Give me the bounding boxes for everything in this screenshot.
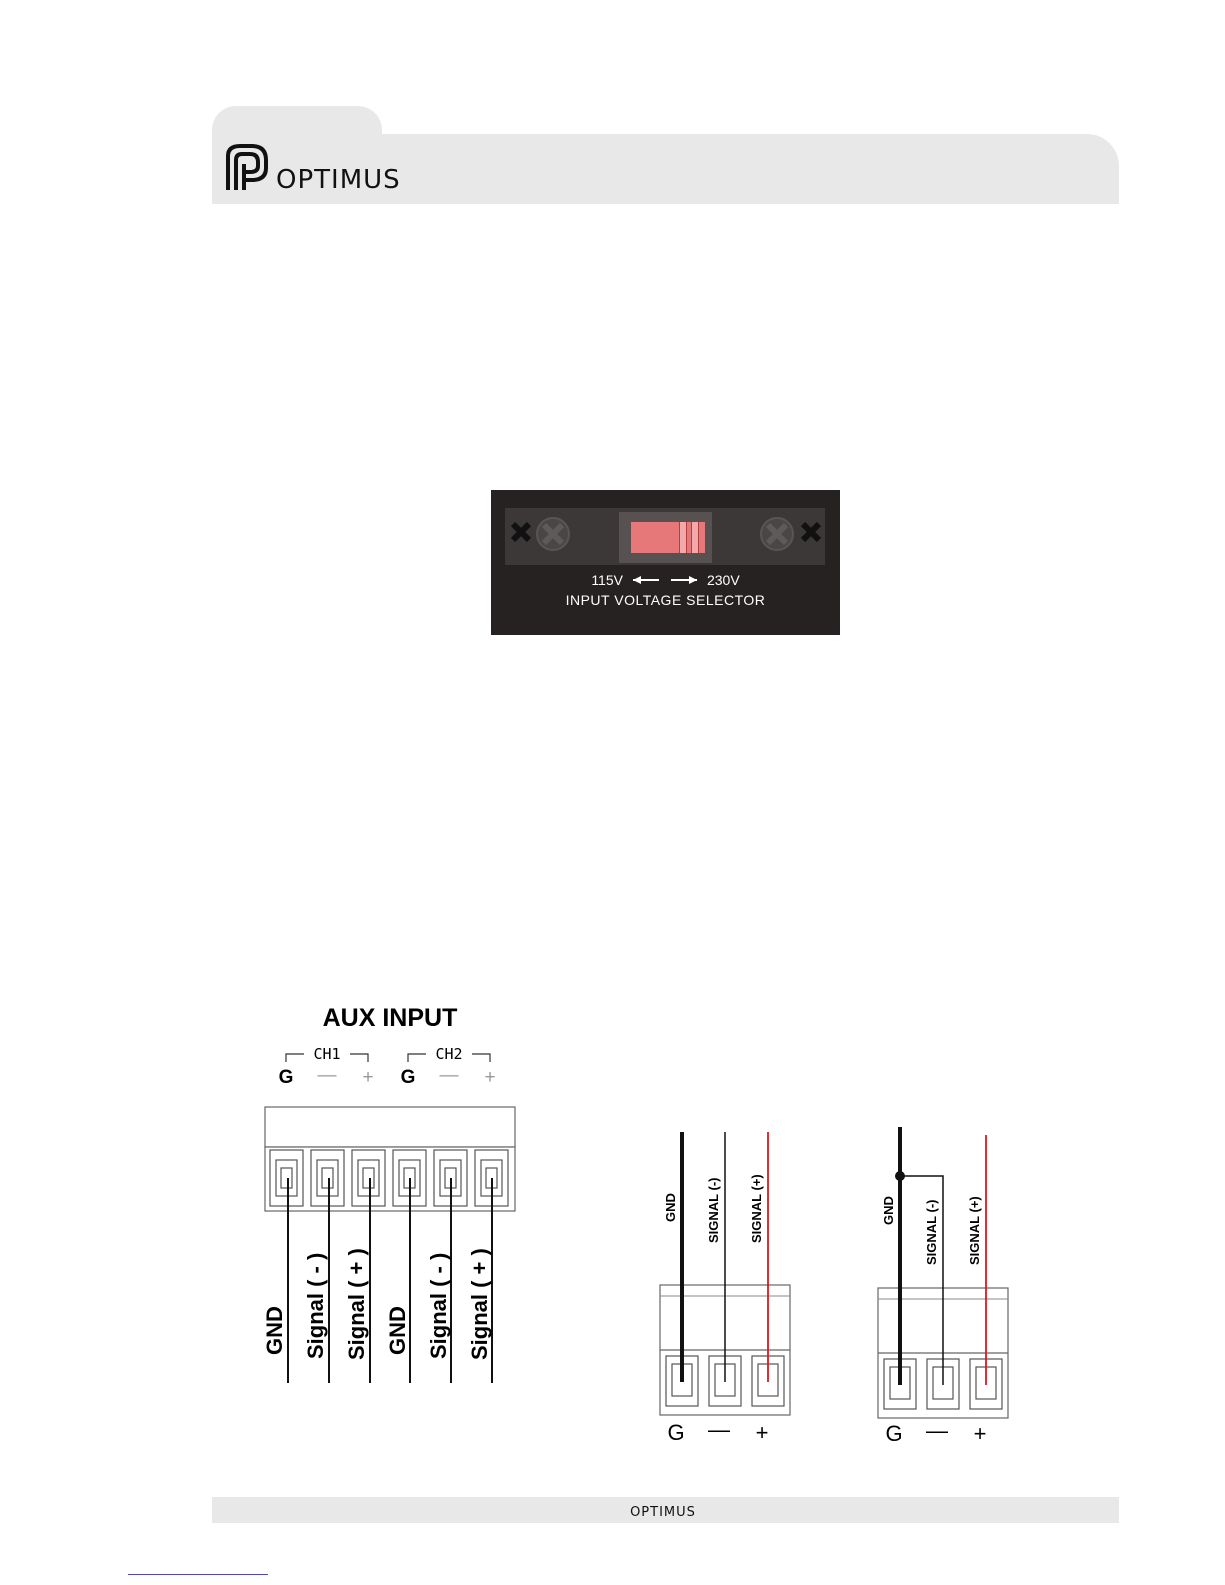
balanced-wiring-diagram (640, 1130, 810, 1460)
pin-symbol: + (362, 1067, 374, 1088)
voltage-selector-panel (491, 490, 840, 635)
pin-symbol: G (667, 1420, 685, 1445)
label-115v: 115V (591, 572, 623, 588)
pin-symbol: + (973, 1421, 987, 1446)
header-brand-text: OPTIMUS (276, 165, 401, 195)
pin-symbol: G (885, 1421, 903, 1446)
wire-label: GND (663, 1193, 678, 1222)
voltage-labels (491, 570, 840, 610)
wire-label: GND (262, 1306, 287, 1355)
unbalanced-wiring-diagram (860, 1125, 1030, 1460)
wire-label: Signal ( - ) (303, 1252, 328, 1359)
footer-brand-text: OPTIMUS (630, 1505, 696, 1520)
pin-symbol: + (484, 1067, 496, 1088)
pin-symbol: — (317, 1065, 337, 1086)
wire-label: Signal ( + ) (467, 1248, 492, 1360)
aux-input-diagram (250, 1000, 540, 1390)
voltage-switch[interactable] (631, 522, 705, 553)
wire-label: Signal ( + ) (344, 1248, 369, 1360)
screw-icon (799, 520, 823, 544)
pin-symbol: G (278, 1067, 294, 1088)
wire-label: Signal ( - ) (426, 1252, 451, 1359)
pin-symbol: — (708, 1417, 730, 1442)
pin-symbol: G (400, 1067, 416, 1088)
screw-icon (759, 516, 795, 552)
screw-icon (509, 520, 533, 544)
channel-label: CH2 (435, 1045, 463, 1063)
pin-symbol: + (755, 1420, 769, 1445)
wire-label: SIGNAL (-) (706, 1177, 721, 1243)
wire-label: SIGNAL (+) (749, 1174, 764, 1243)
pin-symbol: — (439, 1065, 459, 1086)
arrow-right-icon (669, 575, 699, 585)
wire-label: GND (881, 1196, 896, 1225)
voltage-selector-caption: INPUT VOLTAGE SELECTOR (565, 592, 766, 608)
channel-label: CH1 (313, 1045, 341, 1063)
label-230v: 230V (706, 572, 740, 588)
footer-brand (618, 1502, 708, 1520)
wire-label: SIGNAL (+) (967, 1196, 982, 1265)
optimus-logo (222, 142, 442, 202)
screw-icon (535, 516, 571, 552)
arrow-left-icon (631, 575, 661, 585)
pin-symbol: — (926, 1418, 948, 1443)
wire-label: SIGNAL (-) (924, 1199, 939, 1265)
aux-input-title: AUX INPUT (322, 1004, 458, 1032)
wire-label: GND (385, 1306, 410, 1355)
footnote-rule (128, 1574, 268, 1575)
